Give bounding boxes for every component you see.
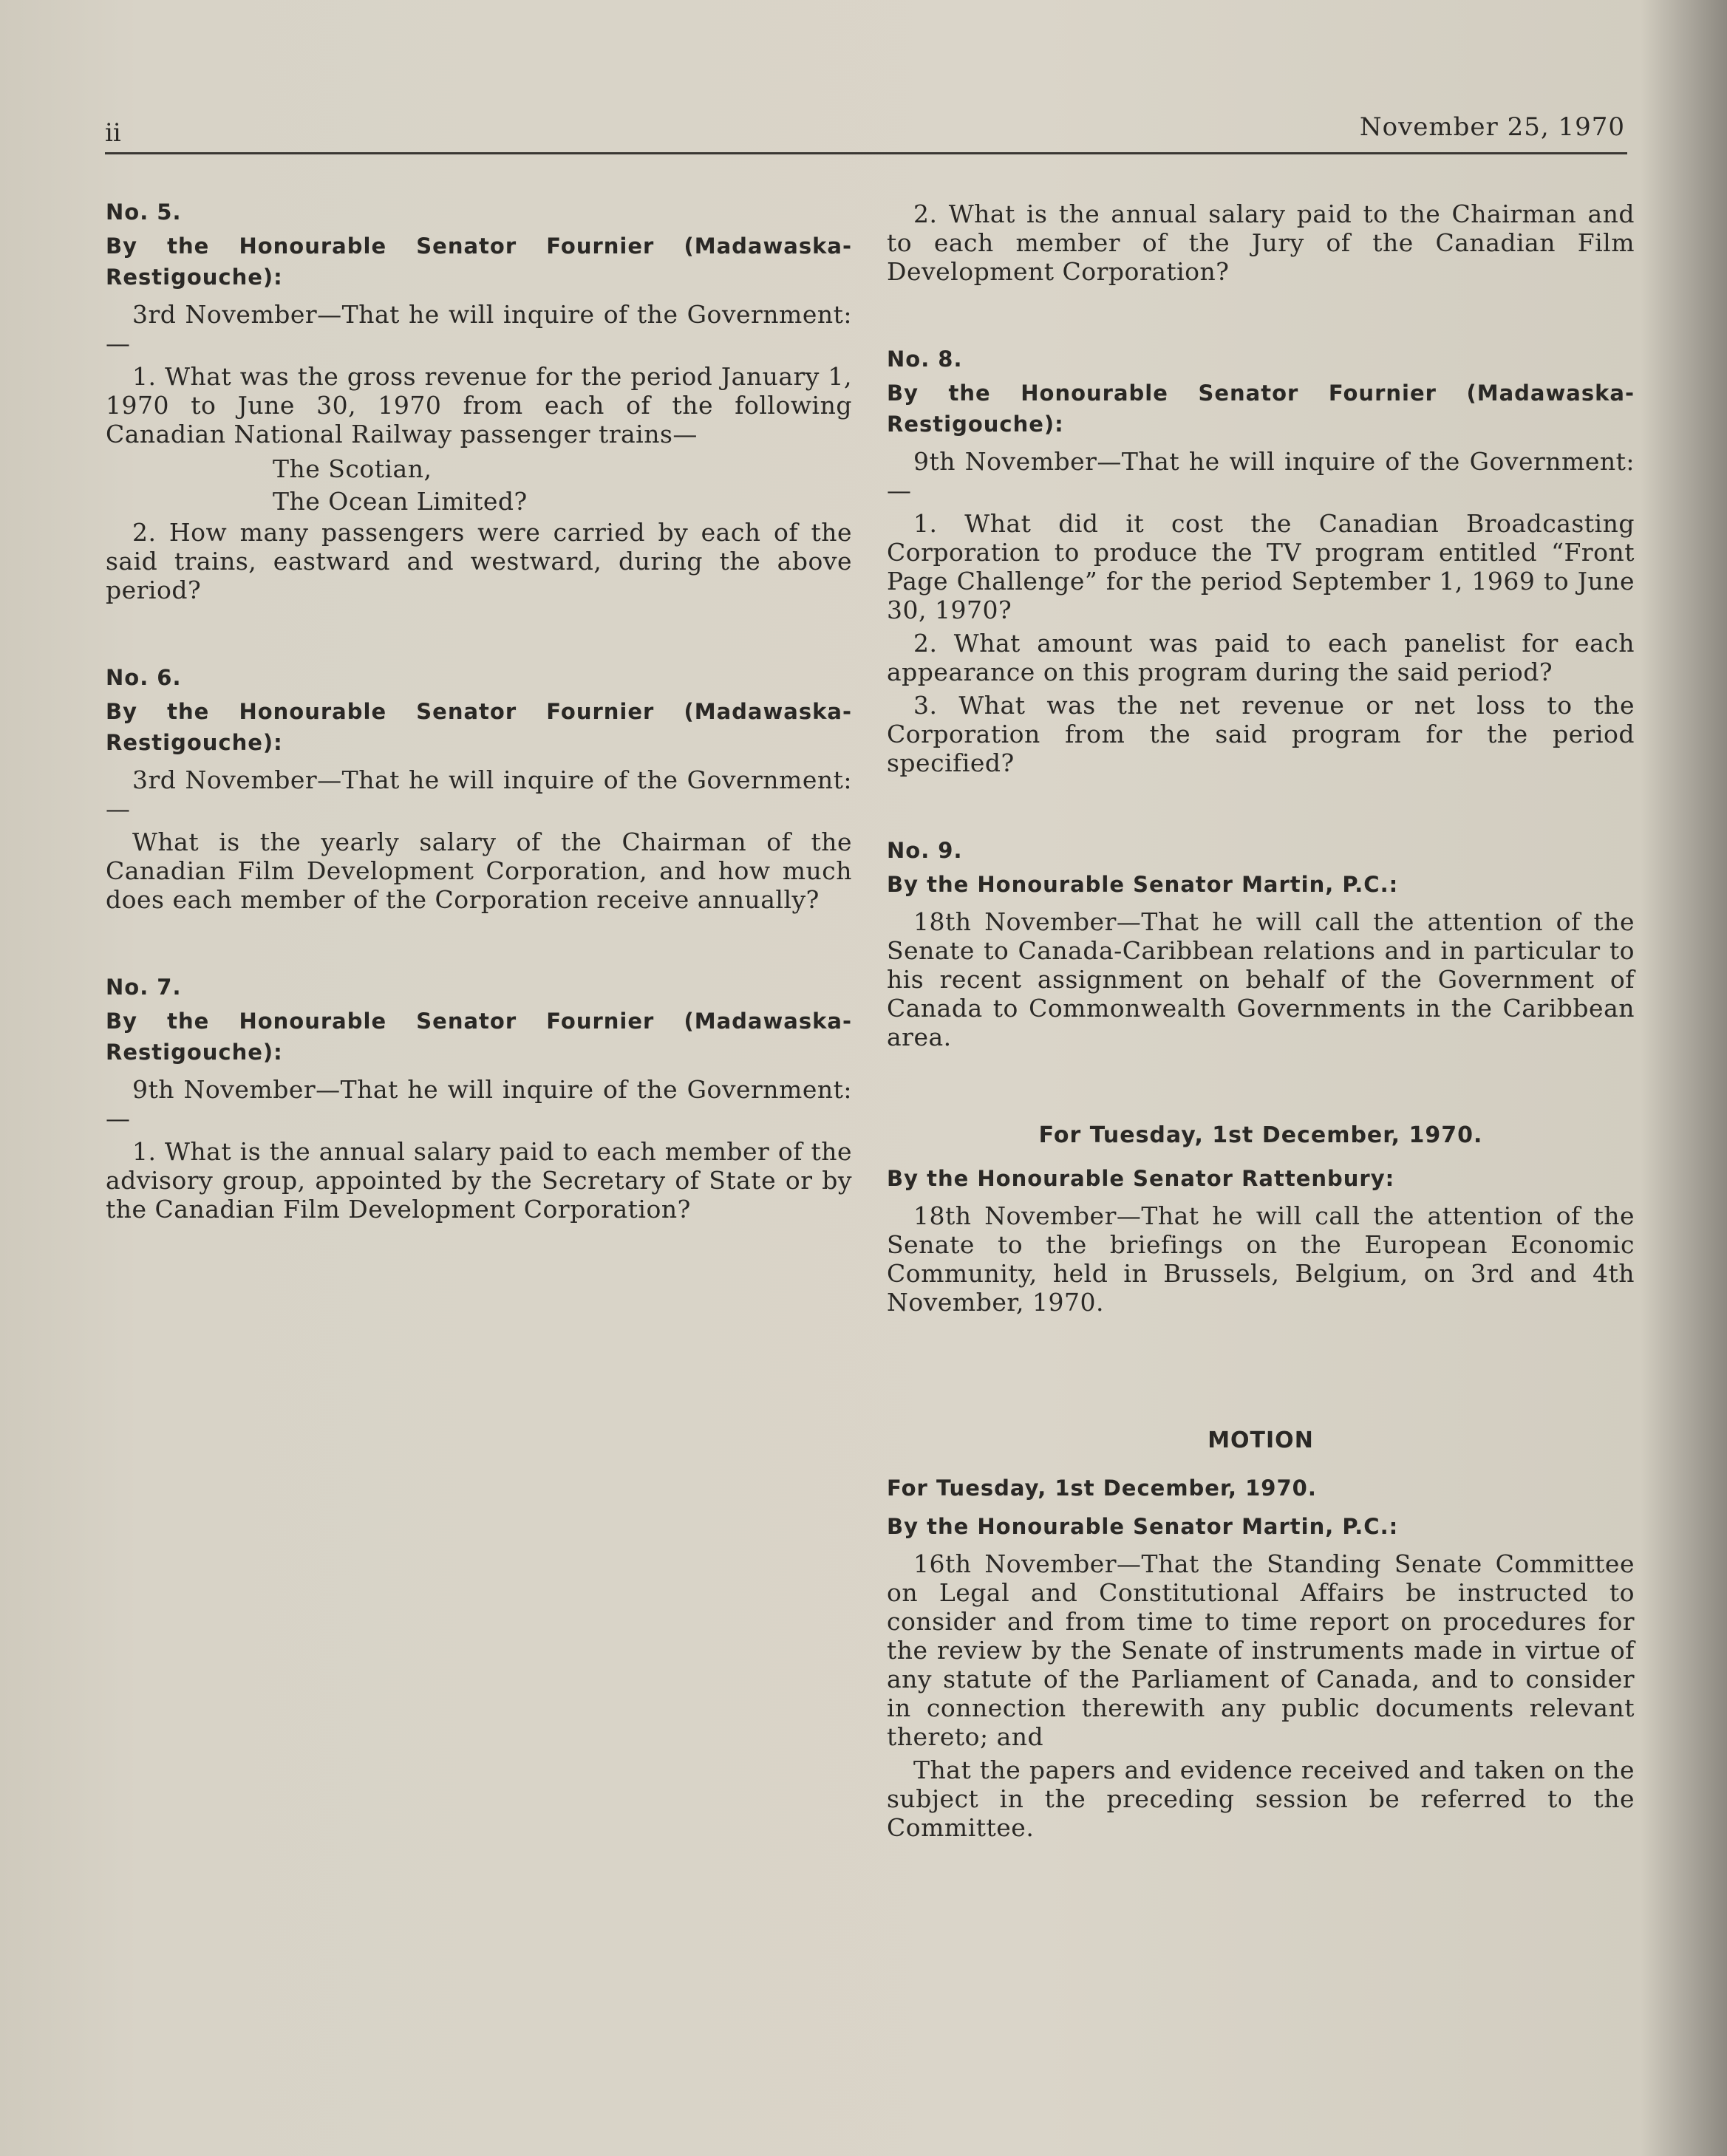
motion-text: 16th November—That the Standing Senate Committee on Legal and Constitutional Affairs be instructed to consider and from time to time report on procedures for the review by the Senate of instruments made in virtue of any statute of the Parliament of Canada, and to consider in connection therewith any public documents relevant thereto; and <box>887 1549 1635 1751</box>
question-part: 1. What did it cost the Canadian Broadcasting Corporation to produce the TV program entitled “Front Page Challenge” for the period September 1, 1969 to June 30, 1970? <box>887 509 1635 624</box>
question-part: 1. What was the gross revenue for the period January 1, 1970 to June 30, 1970 from each of the following Canadian National Railway passenger trains— <box>106 362 852 448</box>
notice-text: 18th November—That he will call the attention of the Senate to the briefings on the European Economic Community, held in Brussels, Belgium, on 3rd and 4th November, 1970. <box>887 1201 1635 1317</box>
question-number: No. 8. <box>887 347 963 372</box>
tuesday-notice <box>887 1122 1635 1317</box>
motion-by: By the Honourable Senator Martin, P.C.: <box>887 1514 1399 1539</box>
date-heading: For Tuesday, 1st December, 1970. <box>1038 1122 1483 1148</box>
train-name: The Scotian, <box>273 454 432 483</box>
question-part: 2. What is the annual salary paid to the Chairman and to each member of the Jury of the Canadian Film Development Corporation? <box>887 199 1635 286</box>
left-column <box>106 199 852 1284</box>
question-by: By the Honourable Senator Fournier (Madawaska-Restigouche): <box>106 233 852 290</box>
question-part: 2. How many passengers were carried by each of the said trains, eastward and westward, during the above period? <box>106 518 852 604</box>
motion-text: That the papers and evidence received and taken on the subject in the preceding session be referred to the Committee. <box>887 1756 1635 1842</box>
question-5 <box>106 199 852 604</box>
question-intro: 3rd November—That he will inquire of the Government:— <box>106 765 852 823</box>
header-rule <box>105 152 1627 154</box>
question-8 <box>887 347 1635 777</box>
train-name: The Ocean Limited? <box>273 487 528 516</box>
motion-date: For Tuesday, 1st December, 1970. <box>887 1476 1317 1501</box>
question-intro: 9th November—That he will inquire of the Government:— <box>887 447 1635 505</box>
question-7 <box>106 975 852 1224</box>
question-number: No. 6. <box>106 665 182 690</box>
question-by: By the Honourable Senator Martin, P.C.: <box>887 872 1399 897</box>
header-date: November 25, 1970 <box>1359 112 1625 142</box>
question-part: 18th November—That he will call the attention of the Senate to Canada-Caribbean relations and in particular to his recent assignment on behalf of the Government of Canada to Commonwealth Governments in the Caribbean area. <box>887 907 1635 1051</box>
question-number: No. 5. <box>106 199 182 225</box>
right-column <box>887 199 1635 1903</box>
motion-section <box>887 1427 1635 1842</box>
question-number: No. 7. <box>106 975 182 1000</box>
motion-title: MOTION <box>1207 1427 1314 1453</box>
question-number: No. 9. <box>887 838 963 863</box>
question-part: 2. What amount was paid to each panelist for each appearance on this program during the said period? <box>887 629 1635 686</box>
question-part: What is the yearly salary of the Chairman of the Canadian Film Development Corporation, and how much does each member of the Corporation receive annually? <box>106 828 852 914</box>
question-by: By the Honourable Senator Fournier (Madawaska-Restigouche): <box>106 699 852 755</box>
question-intro: 9th November—That he will inquire of the Government:— <box>106 1075 852 1133</box>
question-7-continued <box>887 199 1635 286</box>
question-intro: 3rd November—That he will inquire of the Government:— <box>106 300 852 358</box>
notice-by: By the Honourable Senator Rattenbury: <box>887 1166 1395 1191</box>
page-number: ii <box>105 118 121 148</box>
question-by: By the Honourable Senator Fournier (Madawaska-Restigouche): <box>887 381 1635 437</box>
question-by: By the Honourable Senator Fournier (Madawaska-Restigouche): <box>106 1009 852 1065</box>
question-6 <box>106 665 852 914</box>
question-part: 3. What was the net revenue or net loss to the Corporation from the said program for the period specified? <box>887 691 1635 777</box>
question-9 <box>887 838 1635 1051</box>
question-part: 1. What is the annual salary paid to each member of the advisory group, appointed by the Secretary of State or by the Canadian Film Development Corporation? <box>106 1137 852 1224</box>
